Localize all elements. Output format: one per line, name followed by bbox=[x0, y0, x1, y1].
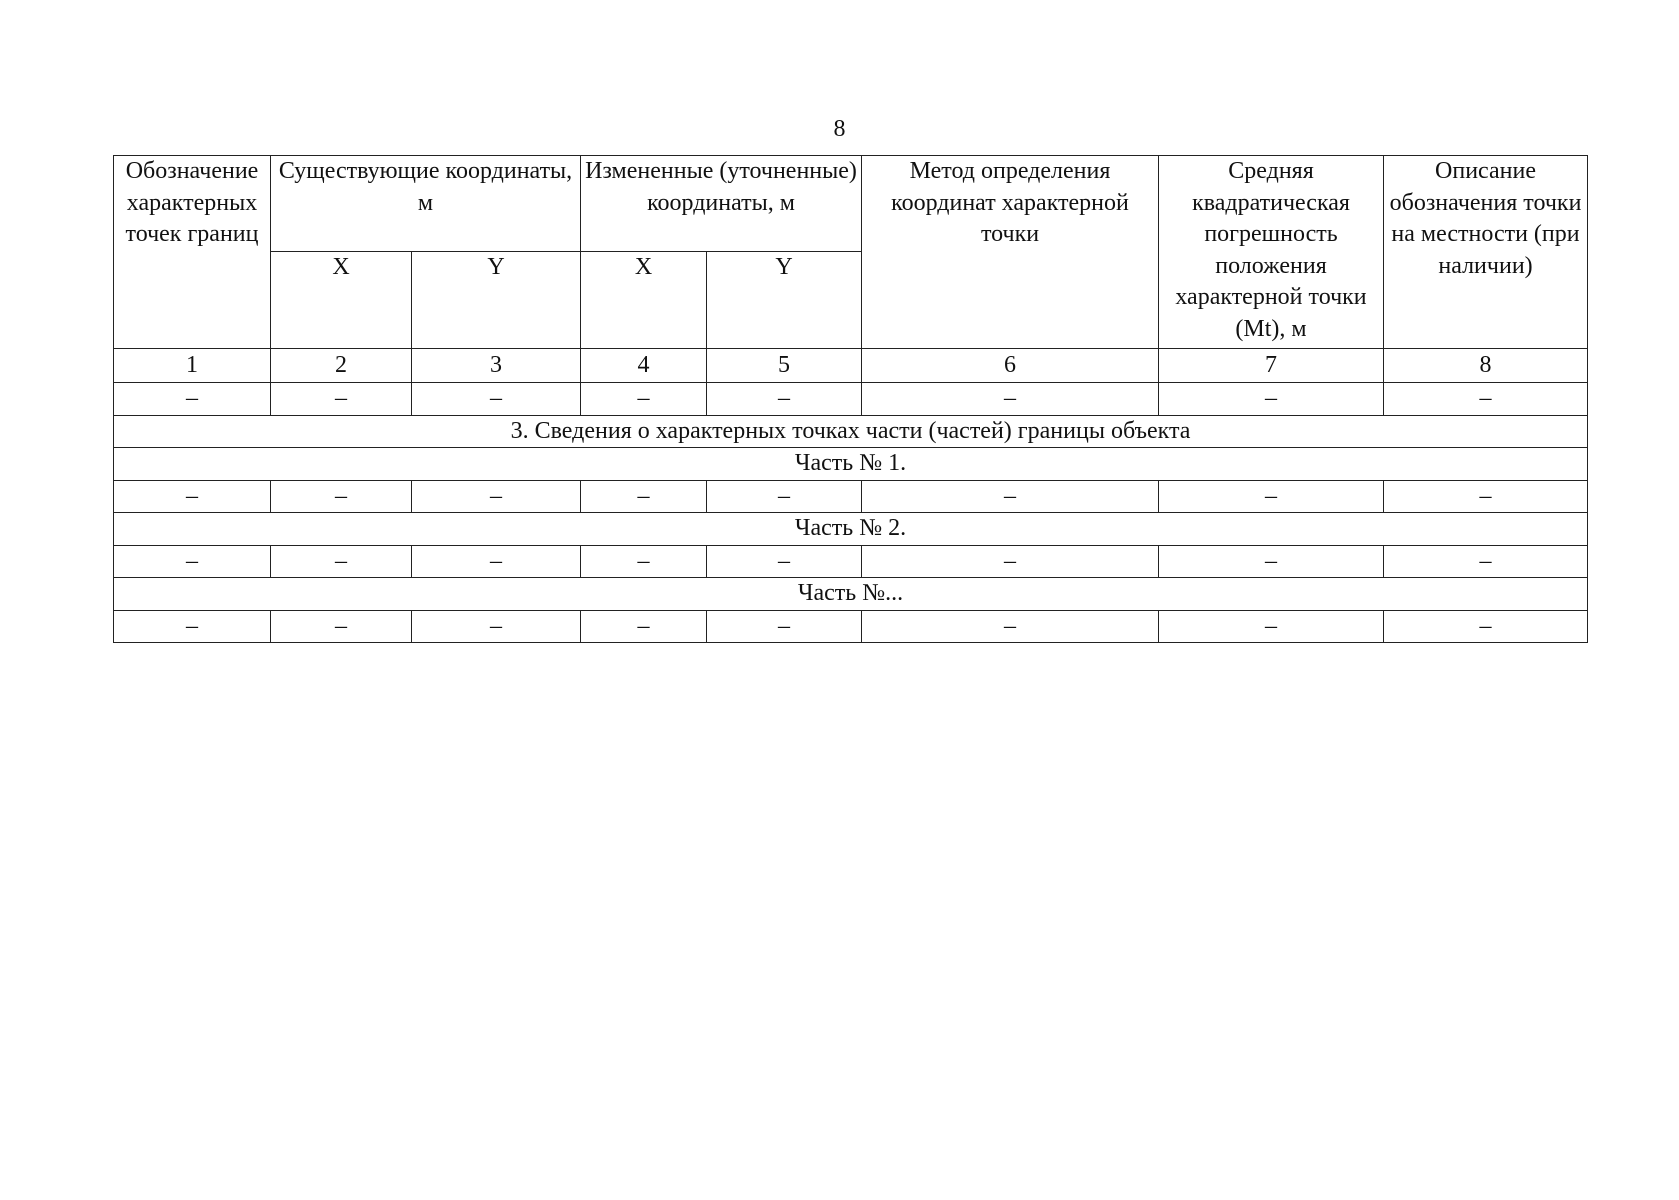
column-number: 2 bbox=[271, 349, 412, 383]
column-number: 1 bbox=[114, 349, 271, 383]
table-cell: – bbox=[271, 610, 412, 643]
table-cell: – bbox=[271, 545, 412, 578]
table-cell: – bbox=[271, 383, 412, 416]
header-changed-y: Y bbox=[707, 252, 862, 349]
table-cell: – bbox=[114, 610, 271, 643]
part-heading-row bbox=[114, 448, 1588, 481]
header-existing-y: Y bbox=[412, 252, 581, 349]
table-cell: – bbox=[581, 610, 707, 643]
table-cell: – bbox=[581, 545, 707, 578]
column-number: 6 bbox=[862, 349, 1159, 383]
table-cell: – bbox=[1384, 545, 1588, 578]
table-cell: – bbox=[862, 383, 1159, 416]
table-cell: – bbox=[412, 480, 581, 513]
header-changed-x: X bbox=[581, 252, 707, 349]
table-cell: – bbox=[1159, 610, 1384, 643]
table-cell: – bbox=[707, 480, 862, 513]
table-cell: – bbox=[581, 383, 707, 416]
table-header-row bbox=[114, 156, 1588, 252]
header-method: Метод определения координат характерной точки bbox=[862, 156, 1159, 349]
section-title-row bbox=[114, 415, 1588, 448]
boundary-points-table bbox=[113, 155, 1588, 643]
table-cell: – bbox=[412, 610, 581, 643]
table-cell: – bbox=[1384, 480, 1588, 513]
table-cell: – bbox=[862, 480, 1159, 513]
table-cell: – bbox=[114, 545, 271, 578]
header-existing-coords: Существующие координаты, м bbox=[271, 156, 581, 252]
part-heading-row bbox=[114, 578, 1588, 611]
table-cell: – bbox=[1159, 480, 1384, 513]
section-title: 3. Сведения о характерных точках части (частей) границы объекта bbox=[114, 415, 1588, 448]
part-heading: Часть №... bbox=[114, 578, 1588, 611]
table-row bbox=[114, 480, 1588, 513]
table-cell: – bbox=[1384, 383, 1588, 416]
table-cell: – bbox=[707, 610, 862, 643]
column-number: 3 bbox=[412, 349, 581, 383]
column-number: 4 bbox=[581, 349, 707, 383]
table-row bbox=[114, 545, 1588, 578]
header-error: Средняя квадратическая погрешность положения характерной точки (Mt), м bbox=[1159, 156, 1384, 349]
table-cell: – bbox=[1159, 545, 1384, 578]
table-row bbox=[114, 610, 1588, 643]
table-cell: – bbox=[271, 480, 412, 513]
table-cell: – bbox=[1384, 610, 1588, 643]
part-heading: Часть № 1. bbox=[114, 448, 1588, 481]
table-cell: – bbox=[862, 545, 1159, 578]
column-number: 5 bbox=[707, 349, 862, 383]
table-cell: – bbox=[114, 480, 271, 513]
table-cell: – bbox=[412, 383, 581, 416]
table-cell: – bbox=[581, 480, 707, 513]
page-number: 8 bbox=[833, 116, 846, 142]
table-cell: – bbox=[707, 545, 862, 578]
column-number: 7 bbox=[1159, 349, 1384, 383]
header-changed-coords: Измененные (уточненные) координаты, м bbox=[581, 156, 862, 252]
part-heading-row bbox=[114, 513, 1588, 546]
table-row bbox=[114, 383, 1588, 416]
table-cell: – bbox=[707, 383, 862, 416]
header-description: Описание обозначения точки на местности (при наличии) bbox=[1384, 156, 1588, 349]
table-cell: – bbox=[1159, 383, 1384, 416]
column-number: 8 bbox=[1384, 349, 1588, 383]
table-cell: – bbox=[862, 610, 1159, 643]
part-heading: Часть № 2. bbox=[114, 513, 1588, 546]
table-cell: – bbox=[412, 545, 581, 578]
header-point-designation: Обозначение характерных точек границ bbox=[114, 156, 271, 349]
table-cell: – bbox=[114, 383, 271, 416]
header-existing-x: X bbox=[271, 252, 412, 349]
column-number-row bbox=[114, 349, 1588, 383]
